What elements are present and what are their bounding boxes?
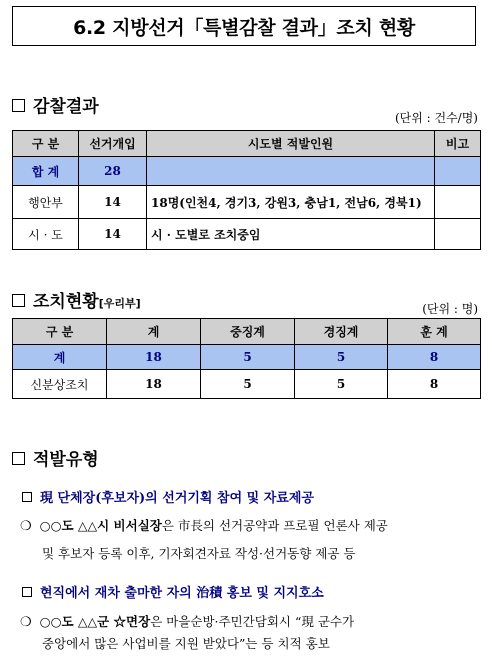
table-row: [13, 370, 481, 399]
table-header-row: [13, 131, 481, 157]
cell-value: 5: [201, 370, 295, 399]
violation-item-title: [22, 582, 324, 601]
cell-value: 8: [388, 370, 481, 399]
cell-value: [435, 157, 481, 186]
cell-value: 14: [79, 186, 147, 219]
row-label: 계: [13, 345, 107, 370]
unit-label: (단위 : 명): [422, 302, 478, 316]
square-bullet-icon: [22, 587, 32, 597]
cell-value: 18: [107, 345, 201, 370]
item-text-line: 중앙에서 많은 사업비를 지원 받았다”는 등 치적 홍보: [42, 636, 330, 651]
cell-value: 5: [295, 370, 388, 399]
violation-item-description: [20, 512, 482, 567]
column-header: 경징계: [295, 319, 388, 345]
unit-label: (단위 : 건수/명): [394, 111, 478, 125]
section-heading-action-status: [12, 287, 141, 312]
item-subject: ○○도 △△시 비서실장: [39, 518, 162, 533]
column-header: 비고: [435, 131, 481, 157]
cell-value: 5: [201, 345, 295, 370]
circle-bullet-icon: ❍: [20, 519, 32, 534]
cell-value: [435, 186, 481, 219]
action-status-table: [12, 318, 481, 399]
page-title: 6.2 지방선거「특별감찰 결과」조치 현황: [12, 6, 476, 46]
cell-value: 시 · 도별로 조치중임: [147, 219, 435, 250]
section-heading-suffix: [우리부]: [98, 297, 141, 310]
cell-value: 8: [388, 345, 481, 370]
column-header: 훈 계: [388, 319, 481, 345]
cell-value: 14: [79, 219, 147, 250]
item-title-text: 現 단체장(후보자)의 선거기획 참여 및 자료제공: [40, 491, 314, 506]
square-bullet-icon: [12, 452, 25, 465]
item-text-line: 은 市長의 선거공약과 프로필 언론사 제공: [161, 518, 388, 533]
table-row: [13, 219, 481, 250]
section-heading-label: 감찰결과: [33, 97, 99, 117]
column-header: 구 분: [13, 131, 79, 157]
cell-value: 18: [107, 370, 201, 399]
section-heading-audit-results: [12, 92, 99, 117]
audit-results-table: [12, 130, 481, 250]
table-header-row: [13, 319, 481, 345]
column-header: 시도별 적발인원: [147, 131, 435, 157]
violation-item-title: [22, 487, 314, 506]
column-header: 계: [107, 319, 201, 345]
square-bullet-icon: [12, 99, 25, 112]
section-heading-violation-types: [12, 445, 99, 470]
section-heading-label: 적발유형: [33, 450, 99, 470]
row-label: 시 · 도: [13, 219, 79, 250]
column-header: 구 분: [13, 319, 107, 345]
violation-item-description: [20, 608, 482, 657]
item-subject: ○○도 △△군 ☆면장: [39, 614, 151, 629]
square-bullet-icon: [12, 294, 25, 307]
cell-value: [435, 219, 481, 250]
column-header: 선거개입: [79, 131, 147, 157]
cell-value: [147, 157, 435, 186]
column-header: 중징계: [201, 319, 295, 345]
section-heading-label: 조치현황: [33, 292, 99, 312]
table-row-total: [13, 345, 481, 370]
row-label: 행안부: [13, 186, 79, 219]
cell-value: 5: [295, 345, 388, 370]
square-bullet-icon: [22, 492, 32, 502]
table-row: [13, 186, 481, 219]
item-text-line: 은 마을순방·주민간담회시 “現 군수가: [150, 614, 355, 629]
table-row-total: [13, 157, 481, 186]
item-text-line: 및 후보자 등록 이후, 기자회견자료 작성·선거동향 제공 등: [42, 546, 356, 561]
item-title-text: 현직에서 재차 출마한 자의 治積 홍보 및 지지호소: [40, 586, 324, 601]
cell-value: 18명(인천4, 경기3, 강원3, 충남1, 전남6, 경북1): [147, 186, 435, 219]
circle-bullet-icon: ❍: [20, 615, 32, 630]
row-label: 합 계: [13, 157, 79, 186]
row-label: 신분상조치: [13, 370, 107, 399]
cell-value: 28: [79, 157, 147, 186]
